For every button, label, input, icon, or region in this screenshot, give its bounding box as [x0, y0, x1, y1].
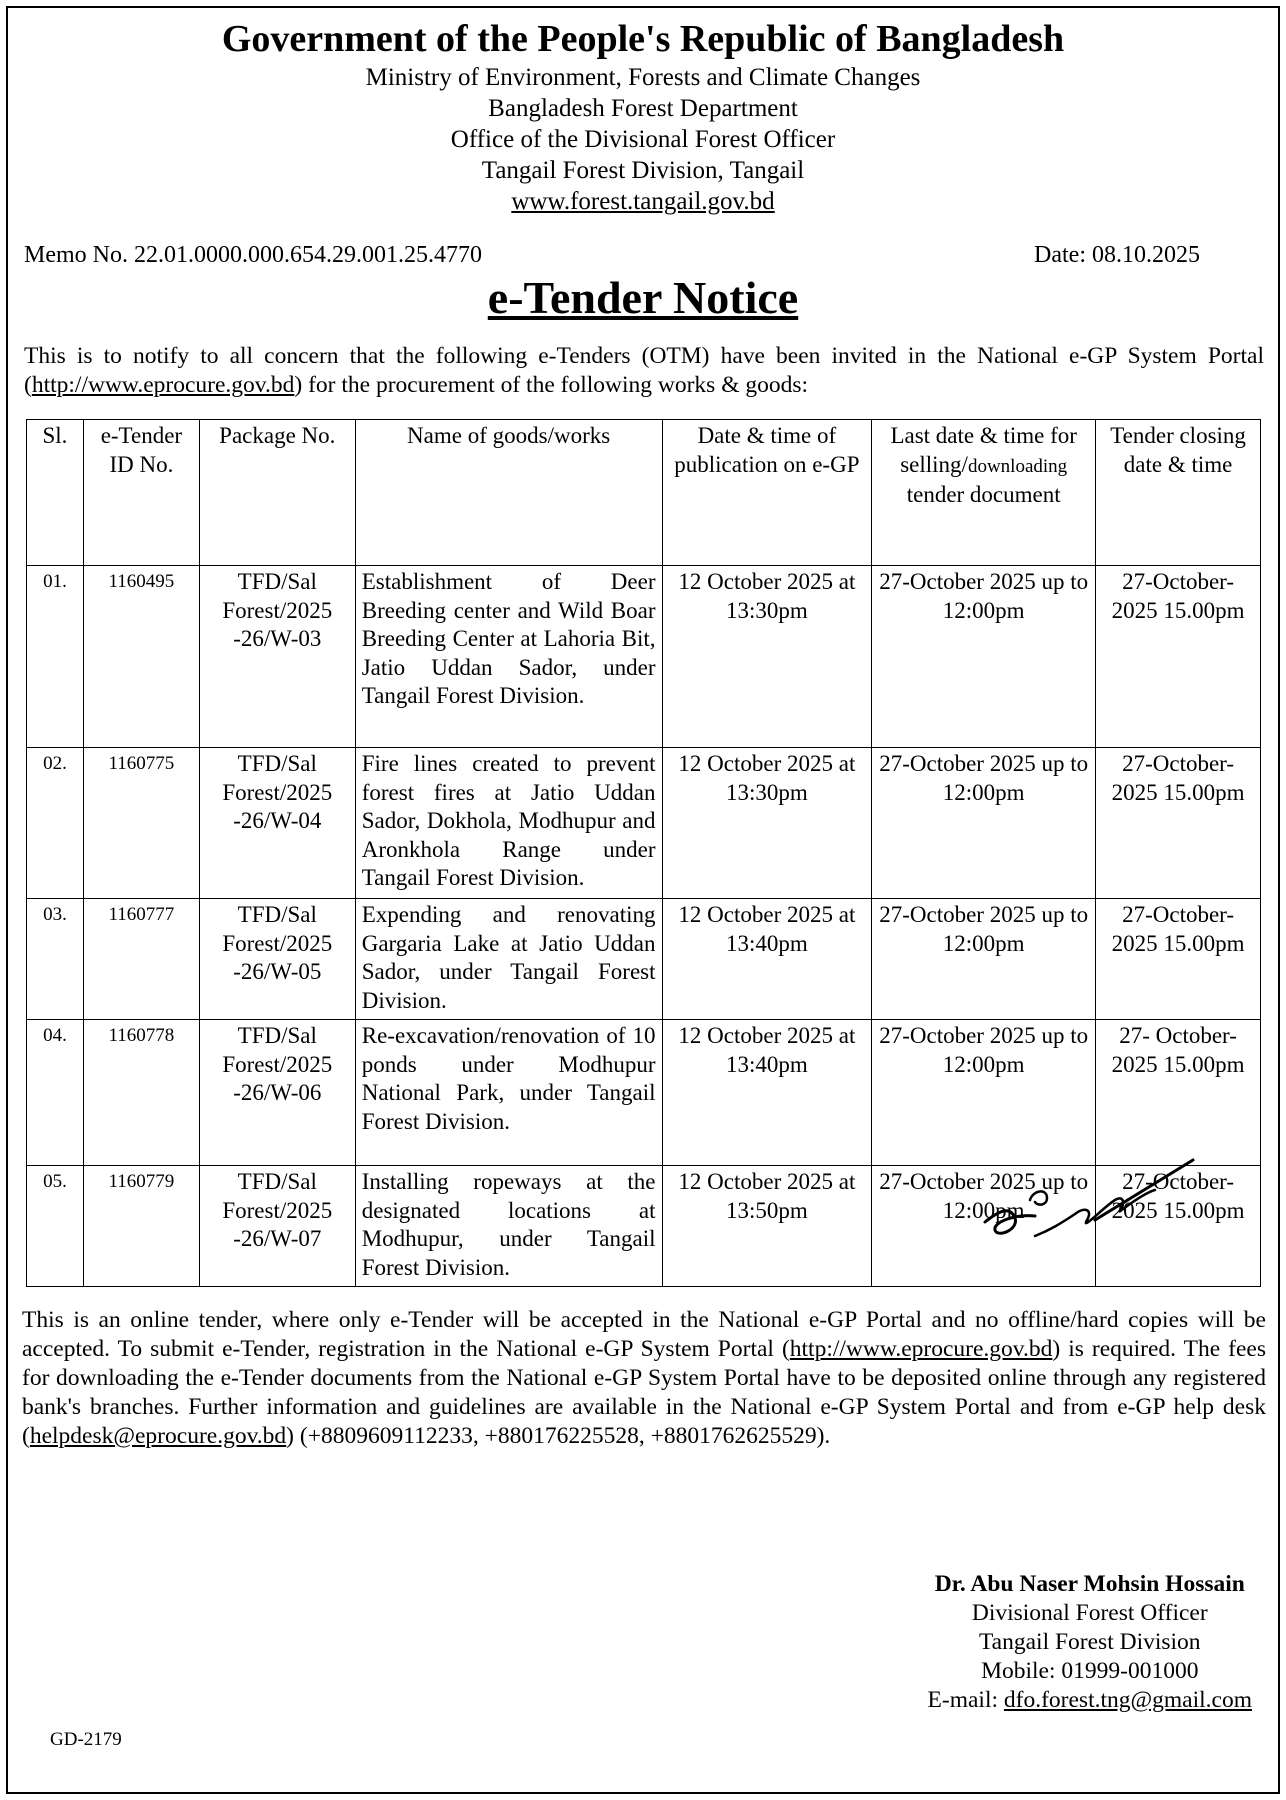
signer-email-link[interactable]: dfo.forest.tng@gmail.com	[1003, 1687, 1252, 1713]
signer-block	[928, 1570, 1252, 1715]
handwritten-signature	[975, 1140, 1225, 1270]
signer-mobile: Mobile: 01999-001000	[981, 1658, 1199, 1684]
cell-sl: 01.	[27, 566, 84, 748]
cell-publication: 12 October 2025 at 13:30pm	[662, 566, 872, 748]
memo-date: Date: 08.10.2025	[1034, 242, 1200, 268]
cell-name: Fire lines created to prevent forest fires at Jatio Uddan Sador, Dokhola, Modhupur and Aronkhola Range under Tangail Forest Division.	[355, 748, 662, 899]
eprocure-link-footer[interactable]: http://www.eprocure.gov.bd	[789, 1336, 1053, 1362]
cell-sl: 03.	[27, 899, 84, 1020]
cell-id: 1160779	[83, 1166, 199, 1287]
signer-name: Dr. Abu Naser Mohsin Hossain	[934, 1571, 1245, 1597]
header-last-date: Last date & time for selling/downloading tender document	[872, 420, 1096, 566]
cell-package: TFD/Sal Forest/2025 -26/W-04	[199, 748, 355, 899]
cell-publication: 12 October 2025 at 13:40pm	[662, 899, 872, 1020]
cell-sl: 02.	[27, 748, 84, 899]
cell-name: Establishment of Deer Breeding center and Wild Boar Breeding Center at Lahoria Bit, Jatio Uddan Sador, under Tangail Forest Division.	[355, 566, 662, 748]
cell-last-date: 27-October 2025 up to 12:00pm	[872, 899, 1096, 1020]
gd-number: GD-2179	[50, 1729, 122, 1750]
header-sl: Sl.	[27, 420, 84, 566]
intro-paragraph	[24, 342, 1264, 400]
letterhead	[0, 16, 1286, 217]
cell-name: Expending and renovating Gargaria Lake at Jatio Uddan Sador, under Tangail Forest Division.	[355, 899, 662, 1020]
cell-publication: 12 October 2025 at 13:40pm	[662, 1020, 872, 1166]
cell-sl: 05.	[27, 1166, 84, 1287]
signer-email-label: E-mail:	[927, 1687, 1004, 1713]
header-publication: Date & time of publication on e-GP	[662, 420, 872, 566]
cell-package: TFD/Sal Forest/2025 -26/W-07	[199, 1166, 355, 1287]
cell-package: TFD/Sal Forest/2025 -26/W-06	[199, 1020, 355, 1166]
website-link[interactable]: www.forest.tangail.gov.bd	[511, 188, 775, 215]
government-title: Government of the People's Republic of Bangladesh	[221, 18, 1065, 60]
signer-designation: Divisional Forest Officer	[971, 1600, 1208, 1626]
header-package: Package No.	[199, 420, 355, 566]
table-row	[27, 899, 1261, 1020]
department-line: Bangladesh Forest Department	[488, 95, 798, 122]
ministry-line: Ministry of Environment, Forests and Climate Changes	[365, 64, 921, 91]
instructions-paragraph	[22, 1306, 1266, 1451]
footer-text-2: ) is required. The fees for downloading the e-Tender documents from the National e-GP System Portal have to be deposited online through any registered bank's branches. Further information and guidelines are available in the National e-GP System Portal and from e-GP help desk (	[22, 1336, 1267, 1449]
cell-last-date: 27-October 2025 up to 12:00pm	[872, 566, 1096, 748]
notice-title: e-Tender Notice	[487, 272, 799, 323]
cell-closing: 27-October-2025 15.00pm	[1096, 748, 1261, 899]
table-row	[27, 566, 1261, 748]
cell-name: Re-excavation/renovation of 10 ponds under Modhupur National Park, under Tangail Forest Division.	[355, 1020, 662, 1166]
intro-text-1: This is to notify to all concern that the following e-Tenders (OTM) have been invited in the National e-GP System Portal (	[24, 343, 1264, 398]
cell-publication: 12 October 2025 at 13:30pm	[662, 748, 872, 899]
memo-number: Memo No. 22.01.0000.000.654.29.001.25.4770	[24, 242, 482, 268]
cell-id: 1160777	[83, 899, 199, 1020]
footer-text-3: ) (+8809609112233, +880176225528, +8801762625529).	[286, 1423, 831, 1449]
cell-last-date: 27-October 2025 up to 12:00pm	[872, 748, 1096, 899]
signer-email-line	[928, 1686, 1252, 1715]
footer-text-1: This is an online tender, where only e-Tender will be accepted in the National e-GP Portal and no offline/hard copies will be accepted. To submit e-Tender, registration in the National e-GP System Portal (	[22, 1307, 1266, 1362]
table-header-row	[27, 420, 1261, 566]
office-line: Office of the Divisional Forest Officer	[450, 126, 836, 153]
cell-id: 1160775	[83, 748, 199, 899]
cell-package: TFD/Sal Forest/2025 -26/W-05	[199, 899, 355, 1020]
intro-text-2: ) for the procurement of the following works & goods:	[294, 372, 809, 398]
helpdesk-email-link[interactable]: helpdesk@eprocure.gov.bd	[29, 1423, 287, 1449]
cell-sl: 04.	[27, 1020, 84, 1166]
cell-closing: 27-October-2025 15.00pm	[1096, 566, 1261, 748]
cell-name: Installing ropeways at the designated locations at Modhupur, under Tangail Forest Division.	[355, 1166, 662, 1287]
eprocure-link[interactable]: http://www.eprocure.gov.bd	[31, 372, 295, 398]
cell-closing: 27-October-2025 15.00pm	[1096, 1166, 1261, 1287]
cell-publication: 12 October 2025 at 13:50pm	[662, 1166, 872, 1287]
cell-last-date: 27-October 2025 up to 12:00pm	[872, 1166, 1096, 1287]
cell-id: 1160778	[83, 1020, 199, 1166]
header-name: Name of goods/works	[355, 420, 662, 566]
header-closing: Tender closing date & time	[1096, 420, 1261, 566]
cell-closing: 27-October-2025 15.00pm	[1096, 899, 1261, 1020]
division-line: Tangail Forest Division, Tangail	[481, 157, 805, 184]
cell-last-date: 27-October 2025 up to 12:00pm	[872, 1020, 1096, 1166]
signer-division: Tangail Forest Division	[978, 1629, 1201, 1655]
table-row	[27, 748, 1261, 899]
cell-id: 1160495	[83, 566, 199, 748]
header-id: e-Tender ID No.	[83, 420, 199, 566]
cell-package: TFD/Sal Forest/2025 -26/W-03	[199, 566, 355, 748]
cell-closing: 27- October-2025 15.00pm	[1096, 1020, 1261, 1166]
